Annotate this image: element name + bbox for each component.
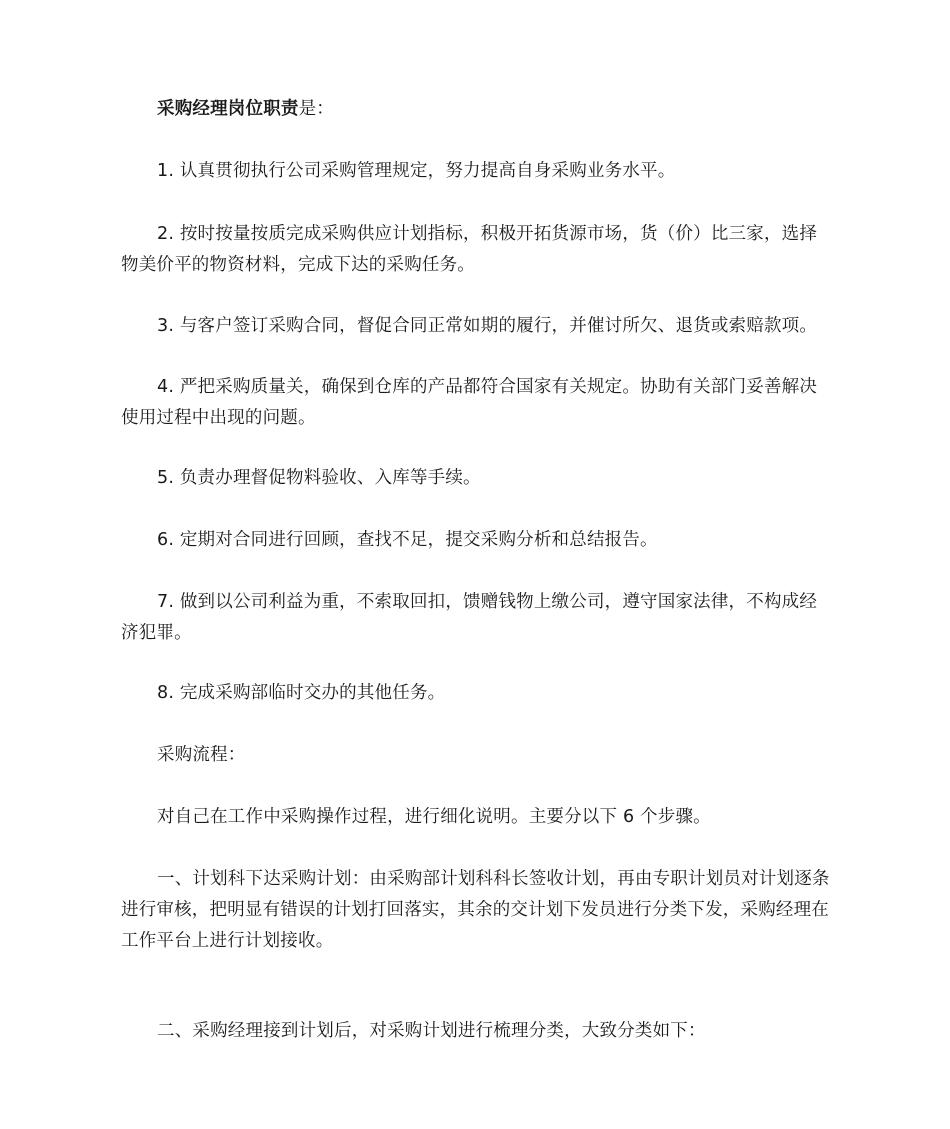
duty-4: 4. 严把采购质量关，确保到仓库的产品都符合国家有关规定。协助有关部门妥善解决使用过程中出现的问题。 [121,377,818,428]
process-title: 采购流程： [157,745,246,765]
process-intro: 对自己在工作中采购操作过程，进行细化说明。主要分以下 6 个步骤。 [157,807,711,827]
duty-2: 2. 按时按量按质完成采购供应计划指标，积极开拓货源市场，货（价）比三家，选择物美价平的物资材料，完成下达的采购任务。 [121,224,818,275]
heading-paragraph [121,94,833,125]
heading-bold-text: 采购经理岗位职责 [157,99,299,119]
duty-5: 5. 负责办理督促物料验收、入库等手续。 [157,468,481,488]
step-1: 一、计划科下达采购计划：由采购部计划科科长签收计划，再由专职计划员对计划逐条进行审核，把明显有错误的计划打回落实，其余的交计划下发员进行分类下发，采购经理在工作平台上进行计划接收。 [121,869,830,951]
step-2: 二、采购经理接到计划后，对采购计划进行梳理分类，大致分类如下： [157,1021,706,1041]
duty-1: 1. 认真贯彻执行公司采购管理规定，努力提高自身采购业务水平。 [157,161,676,181]
duty-7: 7. 做到以公司利益为重，不索取回扣，馈赠钱物上缴公司，遵守国家法律，不构成经济犯罪。 [121,592,818,643]
duty-3: 3. 与客户签订采购合同，督促合同正常如期的履行，并催讨所欠、退货或索赔款项。 [157,316,818,336]
duty-6: 6. 定期对合同进行回顾，查找不足，提交采购分析和总结报告。 [157,530,658,550]
duty-8: 8. 完成采购部临时交办的其他任务。 [157,683,446,703]
heading-rest-text: 是： [298,99,335,119]
